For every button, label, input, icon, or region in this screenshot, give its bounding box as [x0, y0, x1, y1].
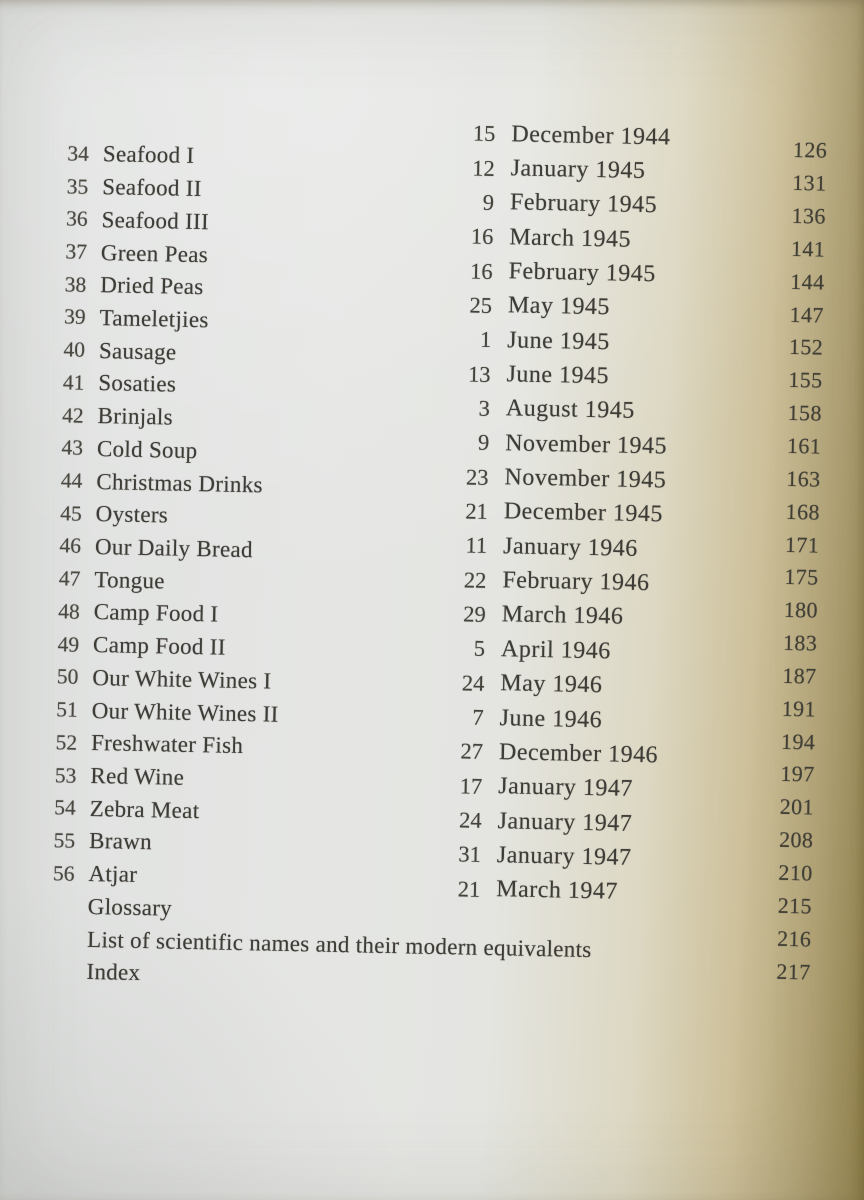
chapter-title: Atjar — [88, 861, 138, 888]
date-month-year: January 1947 — [496, 842, 632, 871]
date-month-year: January 1947 — [498, 773, 634, 803]
toc-page-number-entry — [744, 199, 827, 233]
page-number: 155 — [788, 367, 823, 393]
chapter-number: 41 — [62, 370, 85, 395]
toc-date-entry — [442, 769, 660, 808]
date-day: 16 — [469, 258, 493, 284]
page-number: 168 — [785, 498, 821, 525]
chapter-title: Camp Food I — [93, 599, 219, 627]
date-day: 13 — [467, 361, 491, 387]
chapter-title: Tongue — [94, 566, 166, 594]
page-number: 217 — [776, 958, 811, 984]
date-month-year: February 1946 — [502, 567, 650, 597]
toc-page-number-entry — [737, 527, 820, 561]
page-number: 152 — [788, 334, 824, 361]
chapter-number: 47 — [58, 566, 81, 591]
toc-date-entry — [452, 254, 670, 293]
toc-page-number-entry — [740, 396, 823, 430]
chapter-number: 40 — [63, 337, 86, 362]
toc-date-entry — [449, 425, 667, 464]
toc-page-number-entry — [740, 363, 823, 397]
toc-page-number-entry — [736, 593, 819, 627]
toc-date-entry — [444, 666, 662, 705]
date-month-year: December 1945 — [503, 498, 664, 528]
chapter-title: List of scientific names and their modern equivalents — [86, 926, 592, 962]
page-number: 144 — [790, 268, 825, 295]
date-day: 21 — [465, 498, 489, 524]
toc-date-entry — [454, 151, 672, 190]
toc-date-entry — [448, 460, 666, 499]
date-month-year: June 1945 — [506, 361, 610, 390]
toc-page-number-entry — [743, 231, 826, 265]
toc-page-number-entry — [731, 823, 814, 857]
toc-page-number-entry — [734, 658, 817, 692]
toc-page-number-entry — [733, 724, 816, 758]
chapter-number: 48 — [58, 599, 80, 624]
toc-date-entry — [450, 357, 668, 396]
chapter-title: Tameletjies — [99, 305, 209, 333]
chapter-number: 38 — [64, 272, 87, 297]
toc-page-number-entry — [729, 921, 812, 955]
chapter-number: 50 — [56, 664, 79, 690]
toc-date-entry — [446, 563, 664, 602]
date-day: 3 — [478, 395, 491, 421]
toc-date-entry — [455, 116, 673, 155]
chapter-number: 49 — [57, 631, 80, 657]
date-month-year: January 1947 — [497, 807, 633, 837]
chapter-title: Our White Wines II — [91, 697, 279, 727]
toc-page-number-entry — [741, 330, 824, 364]
chapter-number: 43 — [61, 435, 84, 461]
page-number: 216 — [776, 925, 812, 952]
toc-page-number-entry — [732, 757, 815, 791]
toc-date-entry — [443, 734, 661, 773]
chapter-title: Camp Food II — [92, 632, 226, 660]
chapter-title: Oysters — [95, 501, 169, 528]
toc-date-entry — [445, 631, 663, 670]
date-month-year: December 1946 — [498, 739, 659, 769]
date-day: 21 — [457, 876, 481, 902]
page-number: 141 — [790, 235, 826, 262]
page-number: 126 — [792, 137, 828, 164]
page-number: 201 — [779, 794, 815, 820]
date-month-year: March 1947 — [495, 876, 619, 905]
chapter-number: 51 — [56, 697, 79, 722]
chapter-title: Dried Peas — [100, 272, 204, 300]
page-number: 210 — [778, 859, 813, 886]
toc-date-entry — [452, 288, 670, 327]
date-month-year: February 1945 — [509, 189, 658, 219]
page-number: 131 — [792, 170, 827, 196]
chapter-number — [37, 939, 73, 940]
chapter-number — [38, 906, 74, 907]
chapter-number: 56 — [52, 860, 75, 886]
page-number: 161 — [786, 432, 822, 459]
date-day: 5 — [473, 635, 486, 662]
chapter-title: Our White Wines I — [92, 664, 272, 694]
chapter-number: 54 — [54, 795, 77, 820]
chapter-title: Zebra Meat — [89, 795, 200, 823]
chapter-number: 39 — [63, 304, 86, 330]
date-month-year: November 1945 — [504, 464, 667, 494]
chapter-number: 45 — [59, 501, 82, 526]
chapter-title: Freshwater Fish — [90, 730, 244, 759]
chapter-title: Seafood II — [102, 174, 202, 202]
toc-date-entry — [441, 803, 659, 842]
toc-date-entry — [447, 494, 665, 533]
toc-page-number-entry — [738, 461, 821, 495]
toc-date-entry — [440, 872, 658, 911]
page-number: 215 — [777, 892, 813, 919]
chapter-number: 44 — [60, 468, 83, 493]
toc-page-number-entry — [730, 855, 813, 889]
page-number: 158 — [787, 400, 823, 426]
chapter-number: 46 — [59, 533, 82, 559]
date-day: 9 — [482, 189, 495, 215]
toc-page-number-entry — [742, 264, 825, 298]
page-number: 163 — [786, 465, 821, 492]
chapter-title: Seafood I — [102, 141, 195, 169]
chapter-number: 34 — [67, 141, 90, 166]
date-day: 29 — [463, 601, 487, 627]
page-number: 187 — [782, 662, 817, 689]
date-month-year: August 1945 — [505, 395, 635, 425]
toc-page-number-entry — [745, 133, 828, 167]
date-day: 24 — [461, 670, 485, 696]
toc-date-entry — [453, 219, 671, 258]
chapter-title: Red Wine — [90, 762, 185, 790]
date-day: 31 — [458, 841, 482, 868]
toc-date-entry — [451, 322, 669, 361]
page-number: 171 — [784, 531, 820, 558]
chapter-number: 53 — [54, 762, 77, 788]
toc-page-number-entry — [728, 954, 811, 988]
chapter-number: 36 — [65, 206, 88, 232]
page-number: 136 — [791, 203, 827, 229]
toc-date-entry — [445, 597, 663, 636]
chapter-title: Index — [86, 959, 141, 986]
toc-page-number-entry — [739, 429, 822, 463]
date-day: 1 — [479, 326, 492, 353]
date-month-year: January 1946 — [502, 533, 639, 562]
chapter-number: 42 — [61, 402, 84, 428]
date-day: 17 — [459, 773, 483, 799]
date-month-year: February 1945 — [508, 258, 657, 288]
page-number: 147 — [789, 301, 825, 328]
date-month-year: May 1945 — [507, 292, 611, 321]
chapter-title: Our Daily Bread — [94, 534, 254, 563]
date-day: 27 — [460, 738, 484, 765]
date-month-year: April 1946 — [500, 636, 611, 665]
chapter-title: Glossary — [87, 893, 173, 921]
page-number: 175 — [784, 564, 819, 590]
toc-page-number-entry — [730, 888, 813, 922]
date-month-year: December 1944 — [511, 120, 671, 151]
toc-page-number-entry — [734, 691, 817, 725]
chapter-number: 52 — [55, 730, 78, 755]
page-number: 180 — [783, 597, 819, 623]
date-month-year: May 1946 — [500, 670, 603, 699]
date-day: 7 — [472, 704, 484, 730]
chapter-title: Brinjals — [97, 403, 174, 430]
page-number: 197 — [780, 761, 815, 787]
chapter-number: 55 — [53, 828, 76, 853]
date-day: 12 — [471, 155, 495, 181]
chapter-number — [37, 971, 73, 972]
page-number: 183 — [782, 629, 818, 656]
toc-page-number-entry — [742, 297, 825, 331]
date-month-year: June 1945 — [507, 326, 611, 356]
date-day: 25 — [469, 292, 493, 318]
chapter-title: Cold Soup — [96, 435, 198, 463]
toc-date-entry — [450, 391, 668, 430]
date-day: 22 — [463, 567, 487, 593]
date-month-year: March 1946 — [501, 601, 624, 631]
page-number: 194 — [780, 728, 816, 755]
page-number: 208 — [778, 826, 814, 853]
chapter-number: 37 — [65, 239, 88, 264]
date-day: 24 — [458, 807, 482, 833]
chapter-title: Brawn — [88, 828, 153, 855]
date-month-year: January 1945 — [510, 155, 646, 184]
date-day: 15 — [472, 120, 496, 147]
toc-page-number-entry — [735, 626, 818, 660]
date-day: 9 — [477, 429, 490, 456]
date-day: 23 — [465, 464, 489, 490]
chapter-number: 35 — [66, 173, 89, 199]
chapter-title: Green Peas — [100, 239, 209, 267]
toc-page-number-entry — [736, 560, 819, 594]
toc-page-number-column — [728, 133, 827, 988]
toc-date-entry — [441, 837, 659, 876]
chapter-title: Christmas Drinks — [96, 468, 264, 497]
date-month-year: November 1945 — [504, 429, 668, 460]
toc-page-number-entry — [732, 790, 815, 824]
date-month-year: March 1945 — [509, 223, 632, 253]
chapter-title: Seafood III — [101, 206, 210, 235]
page-number: 191 — [781, 695, 817, 722]
toc-date-entry — [443, 700, 661, 739]
date-day: 16 — [470, 223, 494, 250]
date-day: 11 — [465, 532, 488, 559]
toc-date-entry — [454, 185, 672, 224]
toc-date-entry — [447, 528, 665, 567]
chapter-title: Sosaties — [98, 370, 177, 398]
chapter-title: Sausage — [98, 337, 177, 365]
toc-page-number-entry — [738, 494, 821, 528]
date-month-year: June 1946 — [499, 704, 603, 733]
toc-date-column — [440, 116, 674, 910]
toc-page-number-entry — [744, 166, 827, 200]
